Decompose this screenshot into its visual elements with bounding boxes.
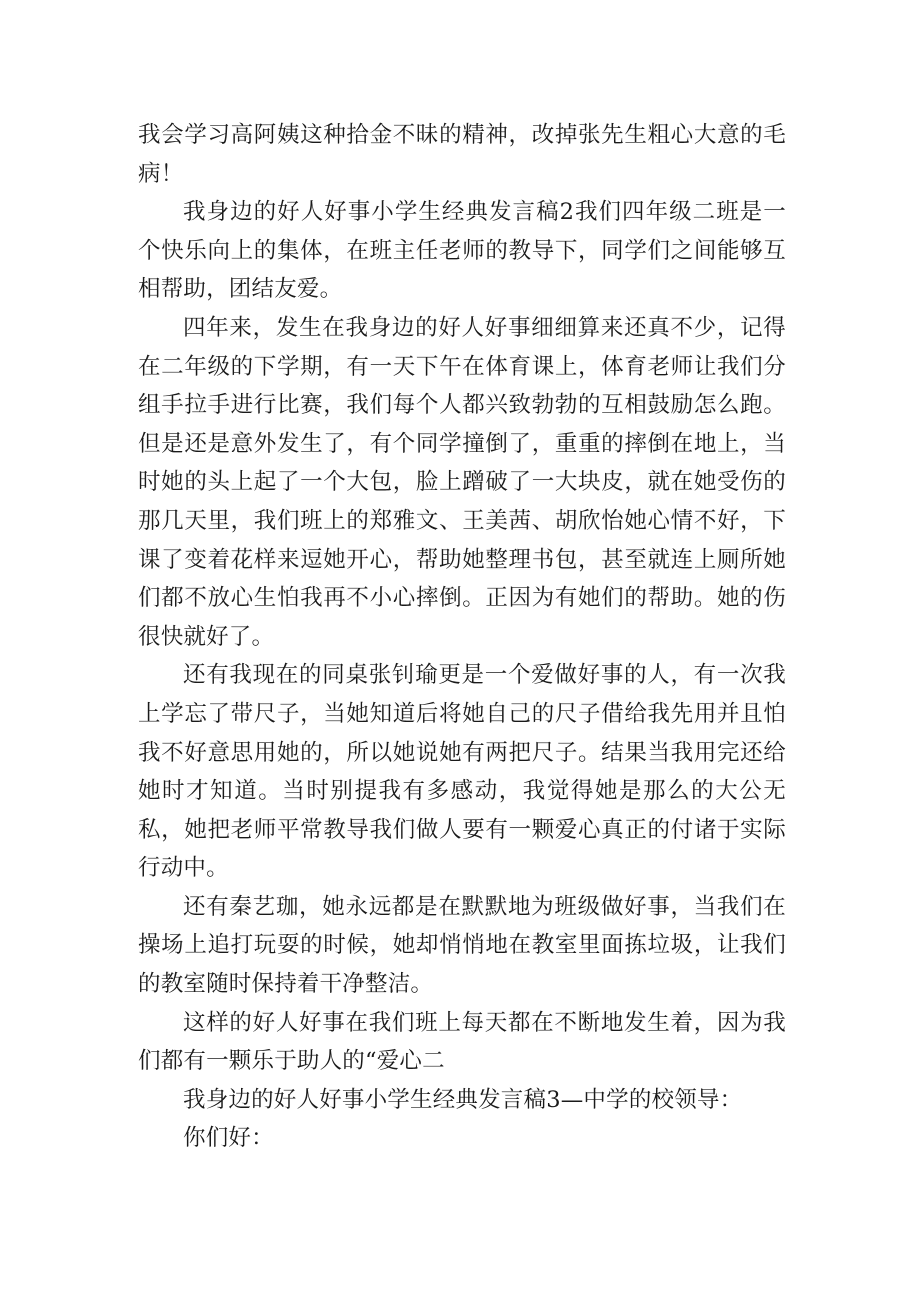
paragraph-5: 还有秦艺珈，她永远都是在默默地为班级做好事，当我们在操场上追打玩耍的时候，她却悄悄地在教室里面拣垃圾，让我们的教室随时保持着干净整洁。 xyxy=(138,893,786,998)
paragraph-2: 我身边的好人好事小学生经典发言稿2我们四年级二班是一个快乐向上的集体，在班主任老师的教导下，同学们之间能够互相帮助，团结友爱。 xyxy=(138,199,786,303)
paragraph-6: 这样的好人好事在我们班上每天都在不断地发生着，因为我们都有一颗乐于助人的“爱心二 xyxy=(138,1009,786,1075)
document-body xyxy=(138,116,786,1158)
paragraph-8: 你们好： xyxy=(183,1125,274,1152)
paragraph-7: 我身边的好人好事小学生经典发言稿3—中学的校领导： xyxy=(183,1086,743,1113)
paragraph-4: 还有我现在的同桌张钊瑜更是一个爱做好事的人，有一次我上学忘了带尺子，当她知道后将她自己的尺子借给我先用并且怕我不好意思用她的，所以她说她有两把尺子。结果当我用完还给她时才知道。当时别提我有多感动，我觉得她是那么的大公无私，她把老师平常教导我们做人要有一颗爱心真正的付诸于实际行动中。 xyxy=(138,662,786,882)
paragraph-3: 四年来，发生在我身边的好人好事细细算来还真不少，记得在二年级的下学期，有一天下午在体育课上，体育老师让我们分组手拉手进行比赛，我们每个人都兴致勃勃的互相鼓励怎么跑。但是还是意外发生了，有个同学撞倒了，重重的摔倒在地上，当时她的头上起了一个大包，脸上蹭破了一大块皮，就在她受伤的那几天里，我们班上的郑雅文、王美茜、胡欣怡她心情不好，下课了变着花样来逗她开心，帮助她整理书包，甚至就连上厕所她们都不放心生怕我再不小心摔倒。正因为有她们的帮助。她的伤很快就好了。 xyxy=(138,314,786,650)
paragraph-1: 我会学习高阿姨这种拾金不昧的精神，改掉张先生粗心大意的毛病！ xyxy=(138,122,786,187)
